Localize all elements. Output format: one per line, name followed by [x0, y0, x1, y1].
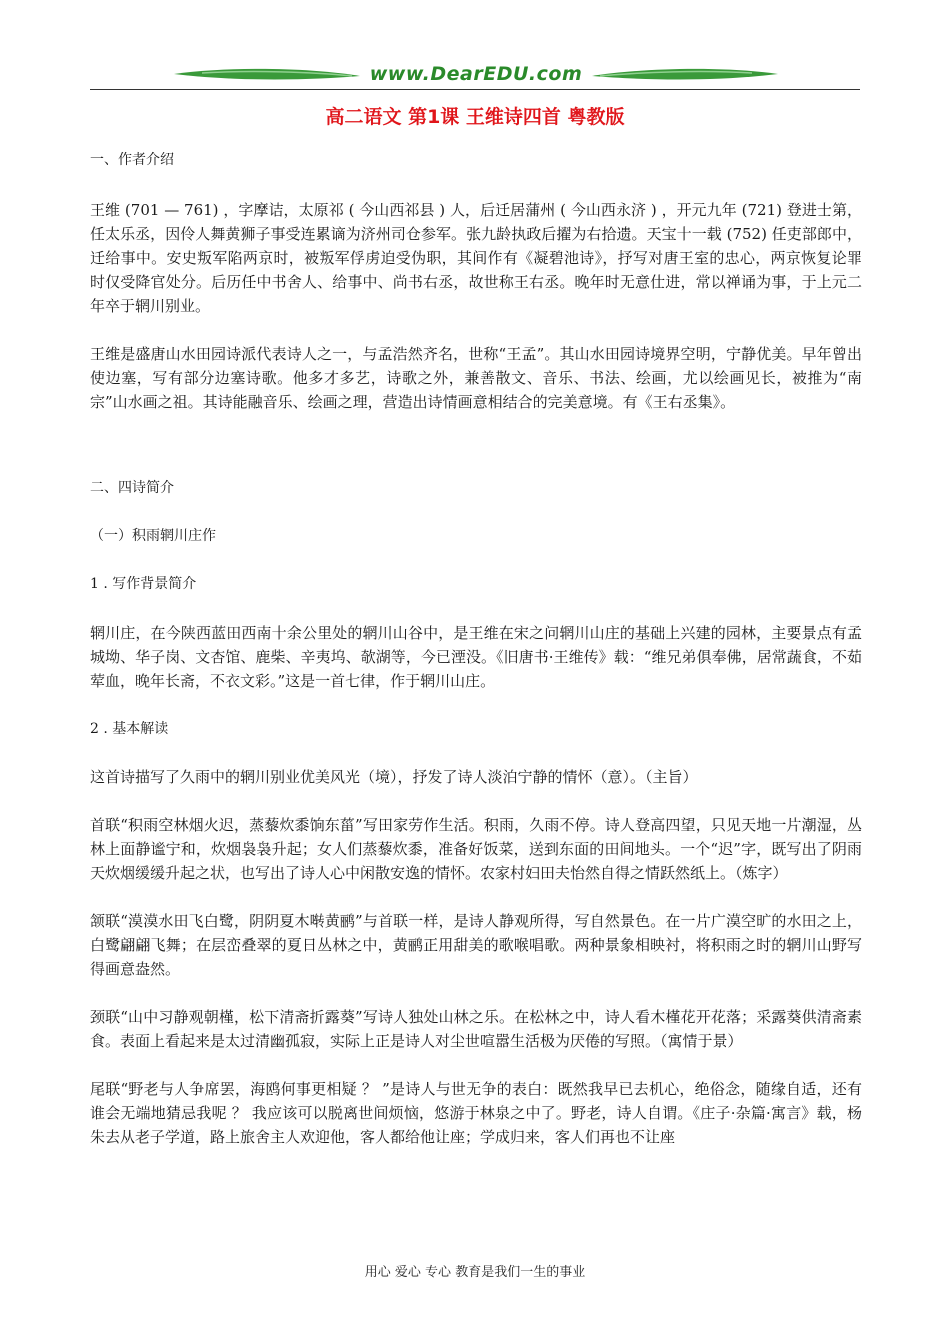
logo-text: www.DearEDU.com [369, 63, 583, 85]
item-heading-background: 1 . 写作背景简介 [90, 576, 197, 592]
paragraph-author-bio: 王维 (701 — 761) ，字摩诘，太原祁 ( 今山西祁县 ) 人，后迁居蒲州 ( 今山西永济 ) ，开元九年 (721) 登进士第，任太乐丞，因伶人舞黄狮子事受连累谪为济州司仓参军。张九龄执政后擢为右拾遗。天宝十一载 (752) 任吏部郎中，迁给事中。安史叛军陷两京时，被叛军俘虏迫受伪职，其间作有《凝碧池诗》，抒写对唐王室的忠心，两京恢复论罪时仅受降官处分。后历任中书舍人、给事中、尚书右丞，故世称王右丞。晚年时无意仕进，常以禅诵为事，于上元二年卒于辋川别业。 [90, 201, 862, 315]
paragraph-author-style: 王维是盛唐山水田园诗派代表诗人之一，与孟浩然齐名，世称“王孟”。其山水田园诗境界空明，宁静优美。早年曾出使边塞，写有部分边塞诗歌。他多才多艺，诗歌之外，兼善散文、音乐、书法、绘画，尤以绘画见长，被推为“南宗”山水画之祖。其诗能融音乐、绘画之理，营造出诗情画意相结合的完美意境。有《王右丞集》。 [90, 345, 862, 411]
header-divider [90, 89, 860, 90]
site-logo-banner [172, 62, 780, 90]
paragraph-background: 辋川庄，在今陕西蓝田西南十余公里处的辋川山谷中，是王维在宋之问辋川山庄的基础上兴建的园林，主要景点有孟城坳、华子岗、文杏馆、鹿柴、辛夷坞、欹湖等，今已湮没。《旧唐书·王维传》载：“维兄弟俱奉佛，居常蔬食，不茹荤血，晚年长斋，不衣文彩。”这是一首七律，作于辋川山庄。 [90, 624, 862, 690]
item-heading-reading: 2 . 基本解读 [90, 721, 169, 737]
document-title: 高二语文 第1课 王维诗四首 粤教版 [325, 106, 625, 128]
paragraph-first-couplet: 首联“积雨空林烟火迟，蒸藜炊黍饷东菑”写田家劳作生活。积雨，久雨不停。诗人登高四望，只见天地一片潮湿，丛林上面静谧宁和，炊烟袅袅升起；女人们蒸藜炊黍，准备好饭菜，送到东面的田间地头。一个“迟”字，既写出了阴雨天炊烟缓缓升起之状，也写出了诗人心中闲散安逸的情怀。农家村妇田夫怡然自得之情跃然纸上。（炼字） [90, 816, 862, 882]
section-heading-author: 一、作者介绍 [90, 152, 174, 168]
section-heading-poems: 二、四诗简介 [90, 480, 174, 496]
document-body [90, 148, 862, 1149]
paragraph-second-couplet: 颔联“漠漠水田飞白鹭，阴阴夏木啭黄鹂”与首联一样，是诗人静观所得，写自然景色。在一片广漠空旷的水田之上，白鹭翩翩飞舞；在层峦叠翠的夏日丛林之中，黄鹂正用甜美的歌喉唱歌。两种景象相映衬，将积雨之时的辋川山野写得画意盎然。 [90, 912, 862, 978]
page-footer: 用心 爱心 专心 教育是我们一生的事业 [364, 1265, 586, 1280]
paragraph-third-couplet: 颈联“山中习静观朝槿，松下清斋折露葵”写诗人独处山林之乐。在松林之中，诗人看木槿花开花落；采露葵供清斋素食。表面上看起来是太过清幽孤寂，实际上正是诗人对尘世喧嚣生活极为厌倦的写照。（寓情于景） [90, 1008, 862, 1050]
paragraph-theme: 这首诗描写了久雨中的辋川别业优美风光（境），抒发了诗人淡泊宁静的情怀（意）。（主旨） [90, 768, 698, 786]
subsection-heading-poem1: （一）积雨辋川庄作 [90, 528, 216, 544]
paragraph-last-couplet: 尾联“野老与人争席罢，海鸥何事更相疑 ？ ”是诗人与世无争的表白：既然我早已去机心，绝俗念，随缘自适，还有谁会无端地猜忌我呢 ？ 我应该可以脱离世间烦恼，悠游于林泉之中了。野老，诗人自谓。《庄子·杂篇·寓言》载，杨朱去从老子学道，路上旅舍主人欢迎他，客人都给他让座；学成归来，客人们再也不让座 [90, 1080, 862, 1146]
